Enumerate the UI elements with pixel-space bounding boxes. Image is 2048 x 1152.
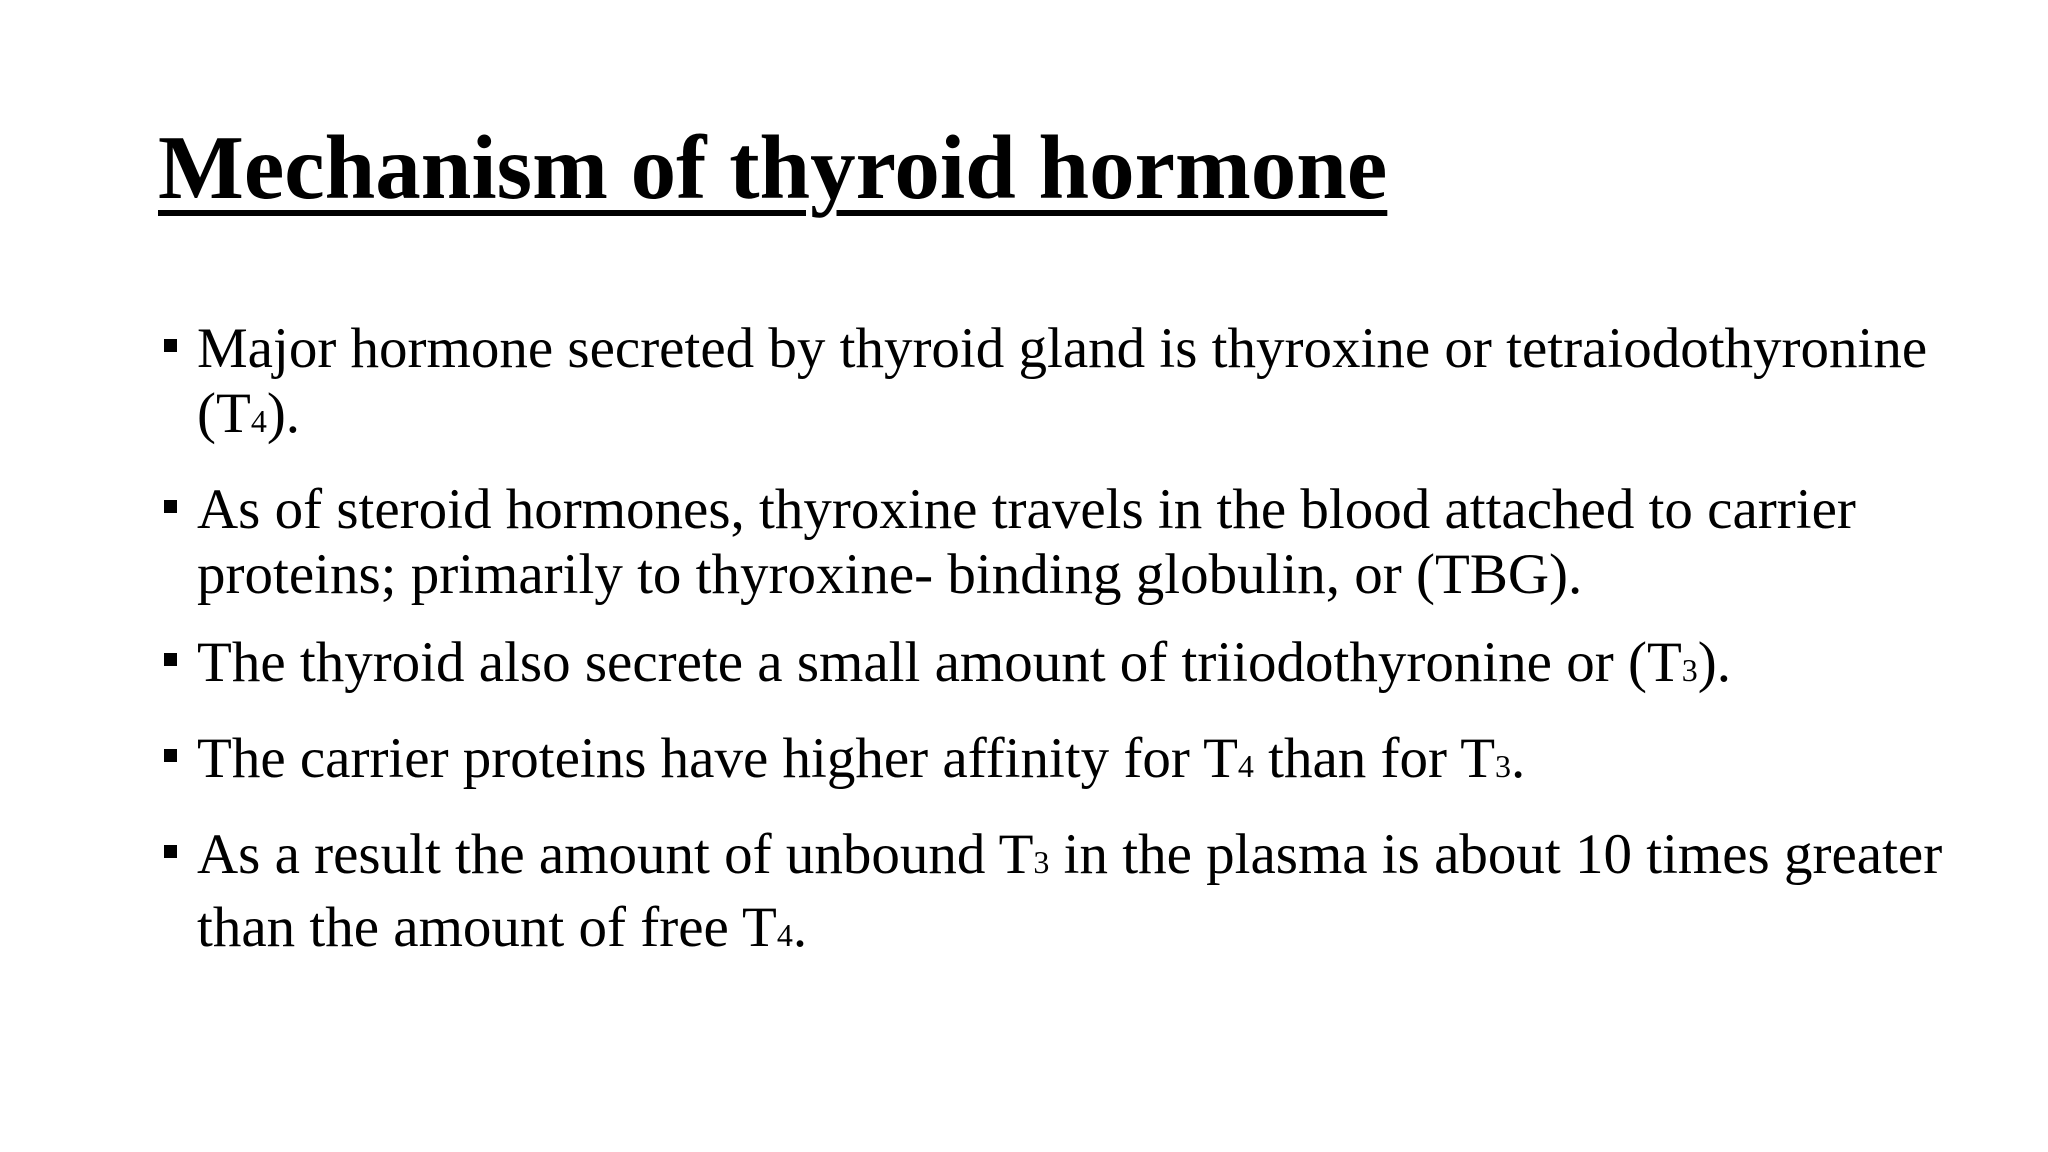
bullet-text-part: . [1511, 727, 1526, 790]
subscript: 3 [1495, 748, 1512, 784]
bullet-text-part: ). [1697, 631, 1731, 694]
bullet-item [162, 316, 1962, 454]
bullet-text-part: than for T [1253, 727, 1496, 790]
bullet-text-part: . [792, 896, 808, 959]
subscript: 3 [1681, 652, 1698, 688]
square-bullet-icon [164, 845, 177, 858]
bullet-text-part: in the plasma is about 10 times greater than the amount of free T [197, 823, 1943, 959]
bullet-text-part: As of steroid hormones, thyroxine travels in the blood attached to carrier proteins; primarily to thyroxine- binding globulin, or (TBG). [197, 478, 1856, 606]
bullet-text-part: The carrier proteins have higher affinity for T [197, 727, 1238, 790]
subscript: 4 [1237, 748, 1254, 784]
bullet-item [162, 477, 1962, 607]
subscript: 3 [1033, 844, 1050, 880]
bullet-item [162, 822, 1962, 968]
square-bullet-icon [164, 339, 177, 352]
bullet-list [162, 316, 1962, 991]
subscript: 4 [776, 917, 793, 953]
bullet-text-part: ). [266, 382, 301, 445]
bullet-item [162, 630, 1962, 703]
bullet-text-part: As a result the amount of unbound T [197, 823, 1034, 886]
square-bullet-icon [164, 653, 177, 666]
subscript: 4 [250, 403, 267, 439]
bullet-text-part: Major hormone secreted by thyroid gland is thyroxine or tetraiodothyronine (T [197, 317, 1928, 445]
square-bullet-icon [164, 500, 177, 513]
square-bullet-icon [164, 749, 177, 762]
bullet-item [162, 726, 1962, 799]
slide-title: Mechanism of thyroid hormone [158, 117, 1388, 218]
bullet-text-part: The thyroid also secrete a small amount of triiodothyronine or (T [197, 631, 1682, 694]
